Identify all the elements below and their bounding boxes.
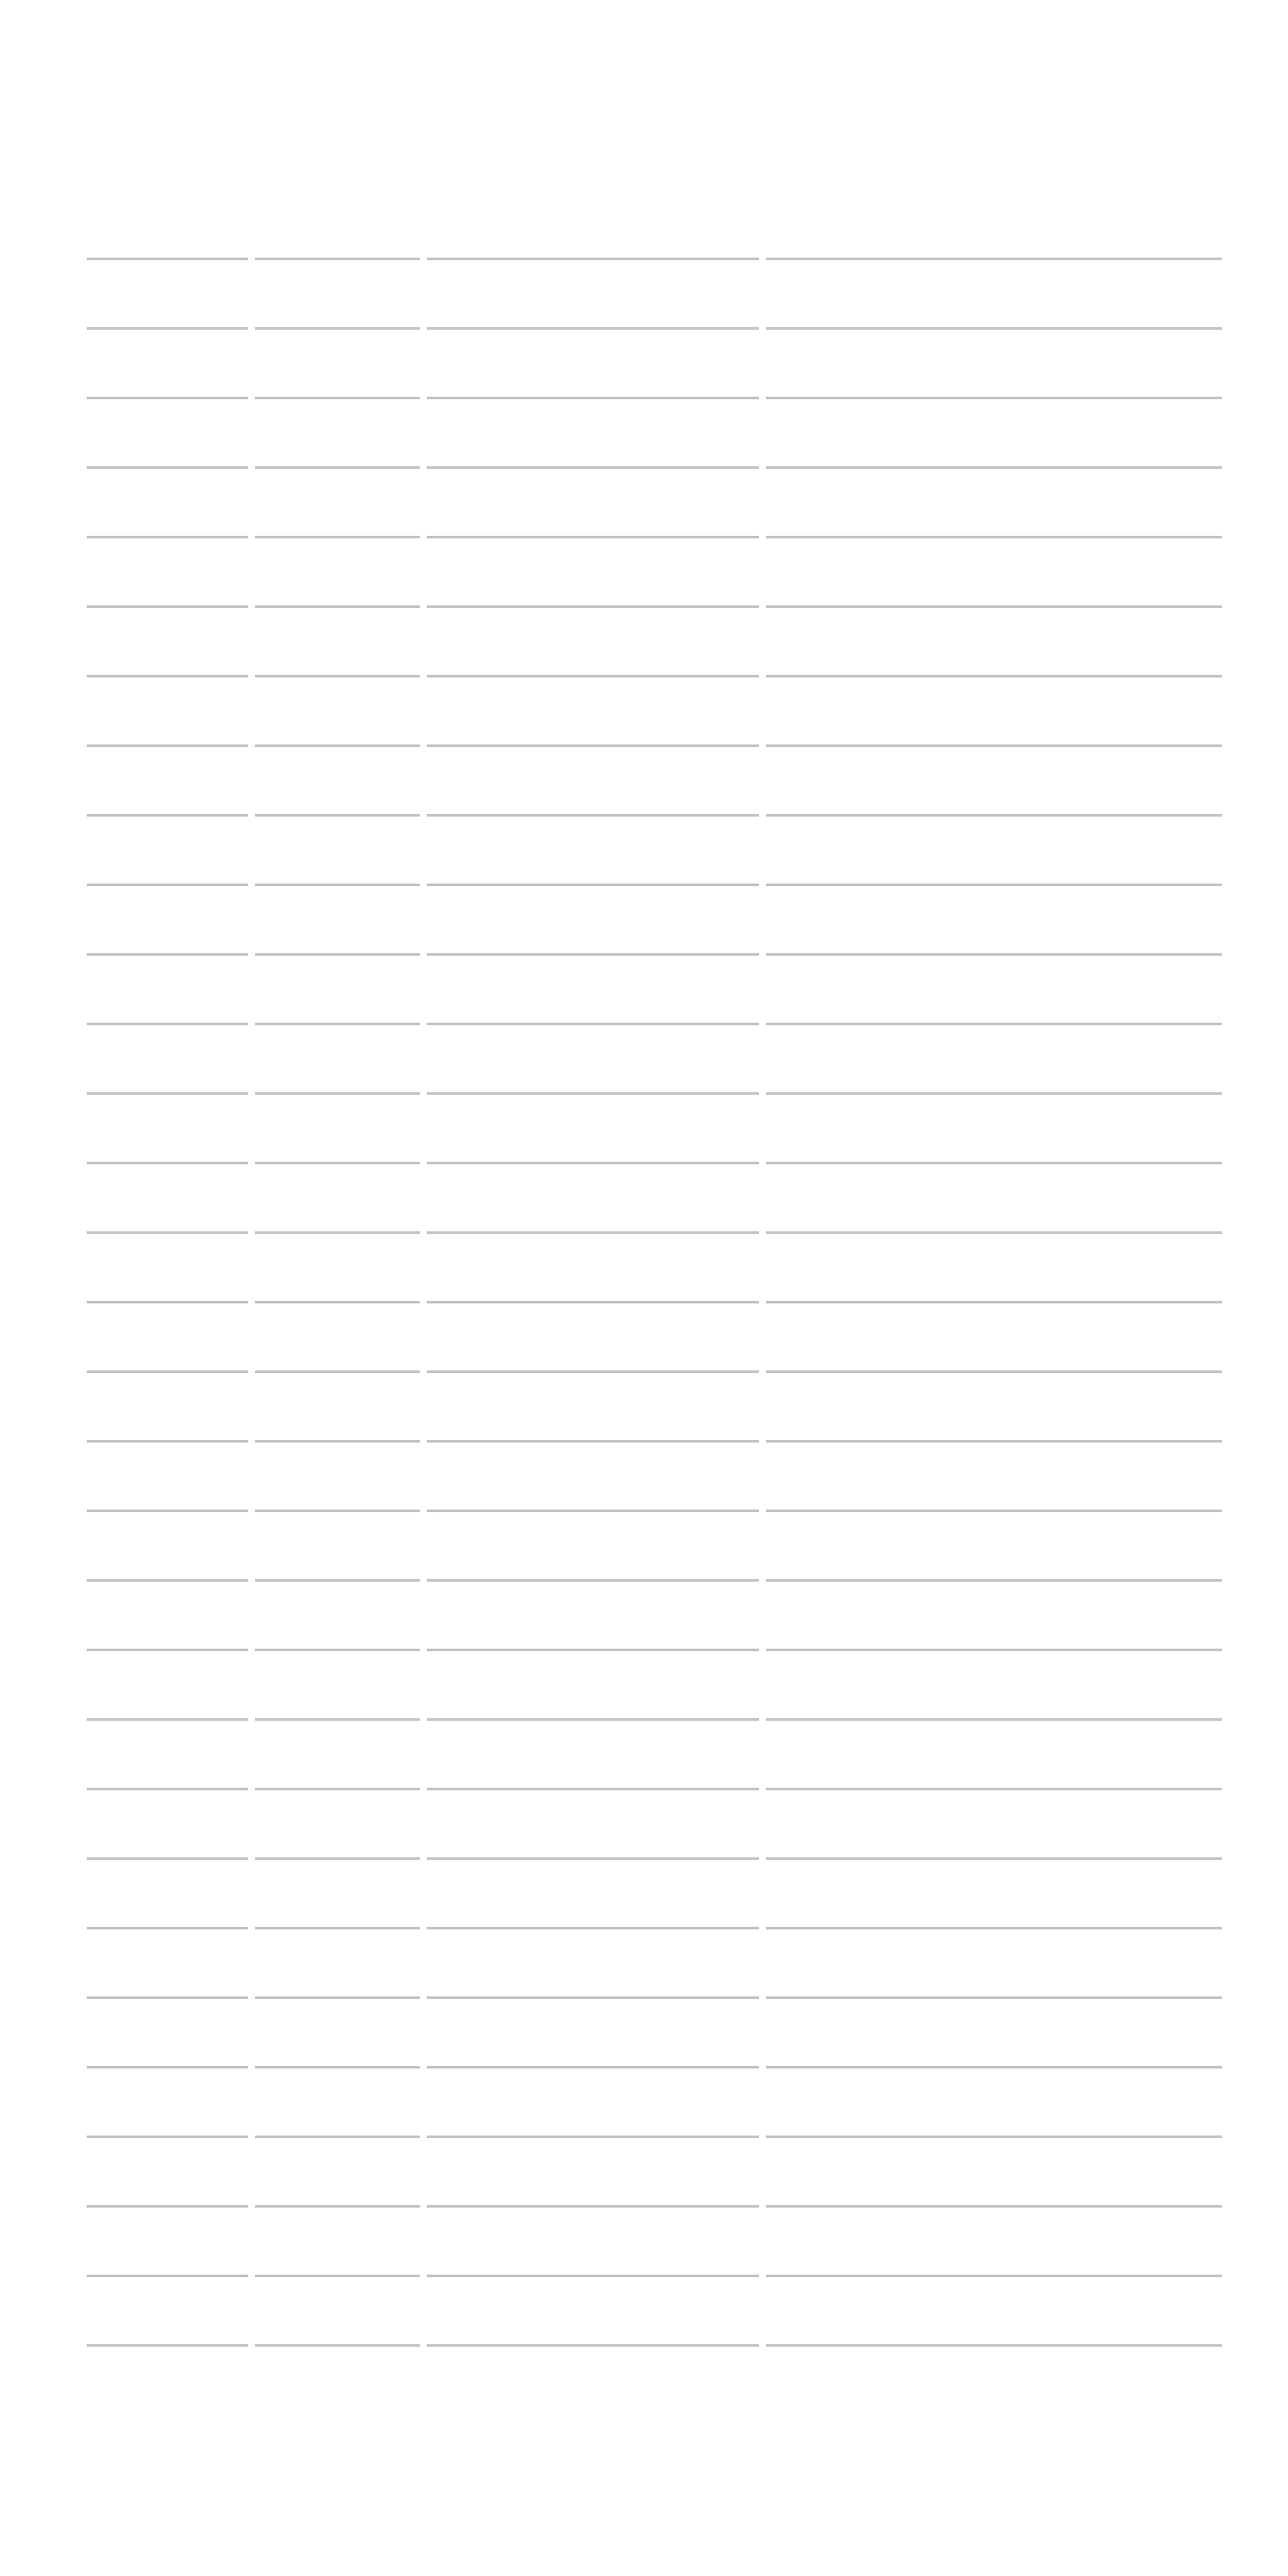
form-cell xyxy=(762,1649,1222,1718)
form-cell xyxy=(762,2344,1222,2347)
ruled-line xyxy=(427,1927,759,1996)
form-cell xyxy=(423,1301,762,1370)
ruled-line xyxy=(255,2066,420,2136)
ruled-line xyxy=(427,884,759,953)
form-cell xyxy=(762,1927,1222,1996)
form-cell xyxy=(87,1718,252,1788)
ruled-line xyxy=(427,1440,759,1510)
form-cell xyxy=(423,1231,762,1301)
form-cell xyxy=(87,744,252,814)
ruled-line xyxy=(427,2344,759,2347)
form-cell xyxy=(762,2205,1222,2275)
form-row xyxy=(87,744,1222,814)
ruled-line xyxy=(766,2275,1222,2344)
form-cell xyxy=(423,466,762,536)
ruled-line xyxy=(255,744,420,814)
form-cell xyxy=(252,536,423,605)
ruled-line xyxy=(427,953,759,1023)
form-cell xyxy=(252,2275,423,2344)
ruled-line xyxy=(255,1092,420,1162)
ruled-line xyxy=(766,1092,1222,1162)
ruled-line xyxy=(87,1231,248,1301)
ruled-line xyxy=(255,1023,420,1092)
form-cell xyxy=(87,1788,252,1857)
form-cell xyxy=(87,1927,252,1996)
form-row xyxy=(87,2136,1222,2205)
form-cell xyxy=(423,675,762,744)
form-cell xyxy=(87,1440,252,1510)
ruled-line xyxy=(87,1996,248,2066)
form-row xyxy=(87,397,1222,466)
form-cell xyxy=(87,1510,252,1579)
ruled-line xyxy=(255,1162,420,1231)
form-cell xyxy=(423,1579,762,1649)
ruled-line xyxy=(427,258,759,327)
ruled-line xyxy=(255,814,420,884)
form-cell xyxy=(87,1649,252,1718)
form-cell xyxy=(423,744,762,814)
form-cell xyxy=(87,466,252,536)
ruled-line xyxy=(255,1927,420,1996)
ruled-line xyxy=(766,814,1222,884)
form-row xyxy=(87,814,1222,884)
form-cell xyxy=(87,605,252,675)
form-cell xyxy=(252,466,423,536)
form-row xyxy=(87,1440,1222,1510)
ruled-line xyxy=(766,1718,1222,1788)
ruled-line xyxy=(427,1996,759,2066)
form-row xyxy=(87,1927,1222,1996)
ruled-line xyxy=(766,1023,1222,1092)
ruled-line xyxy=(255,327,420,397)
ruled-line xyxy=(255,1301,420,1370)
form-cell xyxy=(423,605,762,675)
ruled-line xyxy=(766,1927,1222,1996)
form-row xyxy=(87,2066,1222,2136)
form-cell xyxy=(87,1092,252,1162)
form-cell xyxy=(87,1996,252,2066)
form-cell xyxy=(252,1162,423,1231)
ruled-line xyxy=(766,1231,1222,1301)
ruled-line xyxy=(766,1649,1222,1718)
ruled-line xyxy=(427,605,759,675)
form-cell xyxy=(87,2275,252,2344)
form-cell xyxy=(87,2344,252,2347)
form-row xyxy=(87,2205,1222,2275)
form-row xyxy=(87,1231,1222,1301)
form-cell xyxy=(423,1718,762,1788)
ruled-line xyxy=(255,953,420,1023)
form-cell xyxy=(423,884,762,953)
ruled-line xyxy=(766,675,1222,744)
form-row xyxy=(87,258,1222,327)
ruled-line xyxy=(255,675,420,744)
form-cell xyxy=(762,1440,1222,1510)
form-cell xyxy=(762,953,1222,1023)
form-cell xyxy=(252,1579,423,1649)
form-cell xyxy=(762,744,1222,814)
form-cell xyxy=(423,1788,762,1857)
form-cell xyxy=(762,1301,1222,1370)
ruled-line xyxy=(427,536,759,605)
form-cell xyxy=(87,536,252,605)
form-cell xyxy=(252,1440,423,1510)
form-cell xyxy=(762,1162,1222,1231)
form-cell xyxy=(87,258,252,327)
ruled-line xyxy=(766,605,1222,675)
form-cell xyxy=(252,2136,423,2205)
ruled-line xyxy=(87,1370,248,1440)
ruled-line xyxy=(427,397,759,466)
ruled-line xyxy=(255,1231,420,1301)
form-cell xyxy=(762,536,1222,605)
form-cell xyxy=(87,1023,252,1092)
ruled-line xyxy=(255,1788,420,1857)
ruled-line xyxy=(427,2205,759,2275)
ruled-line xyxy=(87,1092,248,1162)
form-cell xyxy=(762,814,1222,884)
form-cell xyxy=(423,327,762,397)
form-cell xyxy=(252,1788,423,1857)
form-cell xyxy=(87,1370,252,1440)
ruled-line xyxy=(255,1649,420,1718)
ruled-line xyxy=(87,675,248,744)
ruled-line xyxy=(427,1788,759,1857)
ruled-line xyxy=(255,884,420,953)
form-cell xyxy=(252,884,423,953)
form-row xyxy=(87,536,1222,605)
ruled-line xyxy=(87,605,248,675)
ruled-line xyxy=(87,2066,248,2136)
form-cell xyxy=(762,1092,1222,1162)
form-cell xyxy=(762,1370,1222,1440)
form-cell xyxy=(423,536,762,605)
form-cell xyxy=(423,814,762,884)
form-row xyxy=(87,1370,1222,1440)
form-cell xyxy=(762,2275,1222,2344)
ruled-line xyxy=(427,1857,759,1927)
form-cell xyxy=(423,1857,762,1927)
form-cell xyxy=(87,1301,252,1370)
form-row xyxy=(87,884,1222,953)
ruled-line xyxy=(87,814,248,884)
form-row xyxy=(87,1996,1222,2066)
ruled-line xyxy=(766,327,1222,397)
form-cell xyxy=(762,1718,1222,1788)
form-cell xyxy=(252,744,423,814)
form-cell xyxy=(252,327,423,397)
form-cell xyxy=(423,1162,762,1231)
form-cell xyxy=(762,1579,1222,1649)
form-cell xyxy=(423,2136,762,2205)
ruled-line xyxy=(427,2066,759,2136)
form-cell xyxy=(87,953,252,1023)
ruled-line xyxy=(766,1301,1222,1370)
ruled-line xyxy=(87,2136,248,2205)
form-row xyxy=(87,675,1222,744)
ruled-line xyxy=(766,744,1222,814)
ruled-line xyxy=(427,1231,759,1301)
form-cell xyxy=(762,605,1222,675)
form-cell xyxy=(762,1788,1222,1857)
ruled-line xyxy=(87,2205,248,2275)
ruled-line xyxy=(87,397,248,466)
form-cell xyxy=(423,2344,762,2347)
ruled-line xyxy=(255,2205,420,2275)
ruled-line xyxy=(766,1510,1222,1579)
form-row xyxy=(87,1023,1222,1092)
ruled-line xyxy=(255,1857,420,1927)
form-cell xyxy=(252,2205,423,2275)
form-row xyxy=(87,1092,1222,1162)
form-cell xyxy=(87,327,252,397)
ruled-line xyxy=(87,1649,248,1718)
form-cell xyxy=(423,2205,762,2275)
form-cell xyxy=(423,397,762,466)
ruled-line xyxy=(766,1370,1222,1440)
form-cell xyxy=(762,2136,1222,2205)
ruled-table xyxy=(87,258,1222,2347)
ruled-line xyxy=(87,327,248,397)
ruled-line xyxy=(766,2344,1222,2347)
form-row xyxy=(87,1857,1222,1927)
ruled-line xyxy=(255,1370,420,1440)
ruled-line xyxy=(766,536,1222,605)
ruled-line xyxy=(87,1579,248,1649)
ruled-line xyxy=(87,1440,248,1510)
ruled-line xyxy=(766,397,1222,466)
form-cell xyxy=(87,814,252,884)
ruled-line xyxy=(255,1718,420,1788)
form-cell xyxy=(423,1092,762,1162)
form-cell xyxy=(762,1023,1222,1092)
form-row xyxy=(87,1718,1222,1788)
form-row xyxy=(87,1649,1222,1718)
form-cell xyxy=(87,2136,252,2205)
form-cell xyxy=(252,1370,423,1440)
form-cell xyxy=(87,1231,252,1301)
form-cell xyxy=(423,1996,762,2066)
ruled-line xyxy=(87,884,248,953)
form-cell xyxy=(252,258,423,327)
ruled-line xyxy=(255,2344,420,2347)
form-cell xyxy=(252,1092,423,1162)
form-row xyxy=(87,953,1222,1023)
form-row xyxy=(87,2275,1222,2344)
ruled-line xyxy=(766,1788,1222,1857)
ruled-line xyxy=(87,1788,248,1857)
ruled-line xyxy=(255,1996,420,2066)
form-cell xyxy=(423,953,762,1023)
form-cell xyxy=(252,1927,423,1996)
form-cell xyxy=(252,953,423,1023)
ruled-line xyxy=(427,1023,759,1092)
form-cell xyxy=(762,1510,1222,1579)
form-cell xyxy=(423,1649,762,1718)
form-cell xyxy=(87,1579,252,1649)
form-cell xyxy=(762,1857,1222,1927)
form-cell xyxy=(87,2205,252,2275)
form-cell xyxy=(252,1857,423,1927)
ruled-line xyxy=(255,2136,420,2205)
form-cell xyxy=(762,675,1222,744)
ruled-line xyxy=(255,397,420,466)
ruled-line xyxy=(766,2136,1222,2205)
ruled-line xyxy=(427,1092,759,1162)
form-cell xyxy=(87,397,252,466)
form-row xyxy=(87,1301,1222,1370)
ruled-line xyxy=(427,1162,759,1231)
ruled-line xyxy=(766,466,1222,536)
ruled-line xyxy=(255,1579,420,1649)
ruled-line xyxy=(427,466,759,536)
ruled-line xyxy=(766,1579,1222,1649)
form-cell xyxy=(423,1510,762,1579)
form-cell xyxy=(87,884,252,953)
form-row xyxy=(87,466,1222,536)
ruled-table-body xyxy=(87,258,1222,2347)
form-row xyxy=(87,2344,1222,2347)
form-cell xyxy=(762,1996,1222,2066)
ruled-line xyxy=(766,1162,1222,1231)
form-cell xyxy=(87,1162,252,1231)
ruled-line xyxy=(87,1718,248,1788)
ruled-line xyxy=(427,1649,759,1718)
form-row xyxy=(87,1510,1222,1579)
ruled-form xyxy=(87,258,1222,2347)
form-cell xyxy=(423,2066,762,2136)
form-cell xyxy=(252,1231,423,1301)
form-cell xyxy=(423,1440,762,1510)
form-cell xyxy=(252,1649,423,1718)
ruled-line xyxy=(255,605,420,675)
ruled-line xyxy=(427,2136,759,2205)
ruled-line xyxy=(427,327,759,397)
form-cell xyxy=(252,1023,423,1092)
form-cell xyxy=(423,1370,762,1440)
form-cell xyxy=(87,675,252,744)
form-row xyxy=(87,327,1222,397)
ruled-line xyxy=(766,953,1222,1023)
form-cell xyxy=(762,2066,1222,2136)
ruled-line xyxy=(87,1162,248,1231)
ruled-line xyxy=(87,466,248,536)
form-cell xyxy=(252,397,423,466)
ruled-line xyxy=(255,258,420,327)
ruled-line xyxy=(87,1510,248,1579)
form-row xyxy=(87,1579,1222,1649)
form-cell xyxy=(87,2066,252,2136)
ruled-line xyxy=(427,675,759,744)
ruled-line xyxy=(766,2205,1222,2275)
form-cell xyxy=(252,1510,423,1579)
ruled-line xyxy=(87,1927,248,1996)
form-cell xyxy=(762,327,1222,397)
form-cell xyxy=(252,675,423,744)
ruled-line xyxy=(255,1510,420,1579)
ruled-line xyxy=(766,258,1222,327)
ruled-line xyxy=(255,536,420,605)
form-cell xyxy=(423,1927,762,1996)
form-cell xyxy=(762,1231,1222,1301)
form-row xyxy=(87,1788,1222,1857)
form-cell xyxy=(87,1857,252,1927)
ruled-line xyxy=(255,2275,420,2344)
ruled-line xyxy=(427,1579,759,1649)
form-cell xyxy=(252,814,423,884)
ruled-line xyxy=(427,1301,759,1370)
form-row xyxy=(87,605,1222,675)
form-row xyxy=(87,1162,1222,1231)
ruled-line xyxy=(427,1510,759,1579)
ruled-line xyxy=(766,1996,1222,2066)
form-cell xyxy=(423,258,762,327)
ruled-line xyxy=(427,814,759,884)
form-cell xyxy=(252,605,423,675)
ruled-line xyxy=(87,744,248,814)
ruled-line xyxy=(427,1718,759,1788)
form-cell xyxy=(252,2344,423,2347)
ruled-line xyxy=(427,744,759,814)
ruled-line xyxy=(255,466,420,536)
form-cell xyxy=(252,1718,423,1788)
ruled-line xyxy=(255,1440,420,1510)
form-cell xyxy=(252,1996,423,2066)
form-cell xyxy=(762,466,1222,536)
form-cell xyxy=(762,884,1222,953)
ruled-line xyxy=(87,536,248,605)
ruled-line xyxy=(766,1440,1222,1510)
form-cell xyxy=(423,1023,762,1092)
ruled-line xyxy=(766,2066,1222,2136)
ruled-line xyxy=(427,1370,759,1440)
ruled-line xyxy=(87,2275,248,2344)
ruled-line xyxy=(427,2275,759,2344)
ruled-line xyxy=(87,1023,248,1092)
ruled-line xyxy=(87,953,248,1023)
ruled-line xyxy=(766,884,1222,953)
form-cell xyxy=(252,2066,423,2136)
form-cell xyxy=(762,258,1222,327)
ruled-line xyxy=(87,1301,248,1370)
form-cell xyxy=(423,2275,762,2344)
form-cell xyxy=(252,1301,423,1370)
form-cell xyxy=(762,397,1222,466)
ruled-line xyxy=(766,1857,1222,1927)
ruled-line xyxy=(87,2344,248,2347)
ruled-line xyxy=(87,1857,248,1927)
ruled-line xyxy=(87,258,248,327)
